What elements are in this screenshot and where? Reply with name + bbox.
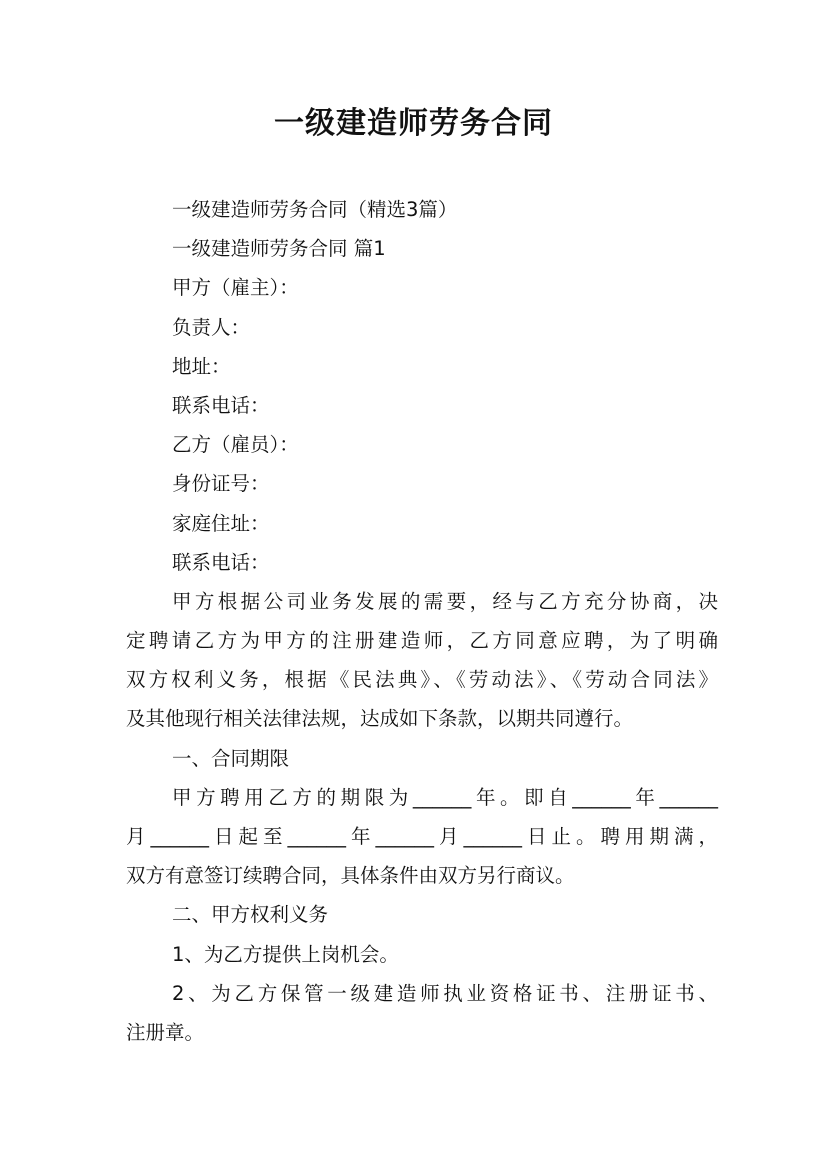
responsible-person-field: 负责人：: [172, 315, 251, 339]
party-b-field: 乙方（雇员）：: [172, 433, 299, 457]
clause-heading: 二、甲方权利义务: [172, 903, 329, 927]
party-a-field: 甲方（雇主）：: [172, 276, 299, 300]
paragraph-line: 甲方根据公司业务发展的需要，经与乙方充分协商，决: [172, 589, 718, 613]
paragraph-line: 双方有意签订续聘合同，具体条件由双方另行商议。: [126, 864, 575, 888]
document-body: [126, 190, 718, 1052]
party-b-phone-field: 联系电话：: [172, 550, 270, 574]
list-item-continuation: 注册章。: [126, 1020, 205, 1044]
document-title: 一级建造师劳务合同: [274, 106, 553, 141]
paragraph-line: 月______日起至______年______月______日止。聘用期满，: [126, 825, 718, 848]
subtitle-line: 一级建造师劳务合同（精选3篇）: [172, 198, 458, 221]
list-item: 2、为乙方保管一级建造师执业资格证书、注册证书、: [172, 981, 718, 1005]
party-a-phone-field: 联系电话：: [172, 393, 270, 417]
paragraph-line: 双方权利义务，根据《民法典》、《劳动法》、《劳动合同法》: [126, 668, 718, 692]
paragraph-line: 及其他现行相关法律法规，达成如下条款，以期共同遵行。: [126, 707, 634, 731]
id-number-field: 身份证号：: [172, 472, 270, 496]
paragraph-line: 定聘请乙方为甲方的注册建造师，乙方同意应聘，为了明确: [126, 629, 718, 653]
list-item: 1、为乙方提供上岗机会。: [172, 942, 399, 966]
address-field: 地址：: [172, 354, 231, 378]
home-address-field: 家庭住址：: [172, 511, 270, 535]
paragraph-line: 甲方聘用乙方的期限为______年。即自______年______: [172, 785, 718, 809]
section-heading: 一级建造师劳务合同 篇1: [172, 237, 386, 261]
clause-heading: 一、合同期限: [172, 746, 290, 770]
